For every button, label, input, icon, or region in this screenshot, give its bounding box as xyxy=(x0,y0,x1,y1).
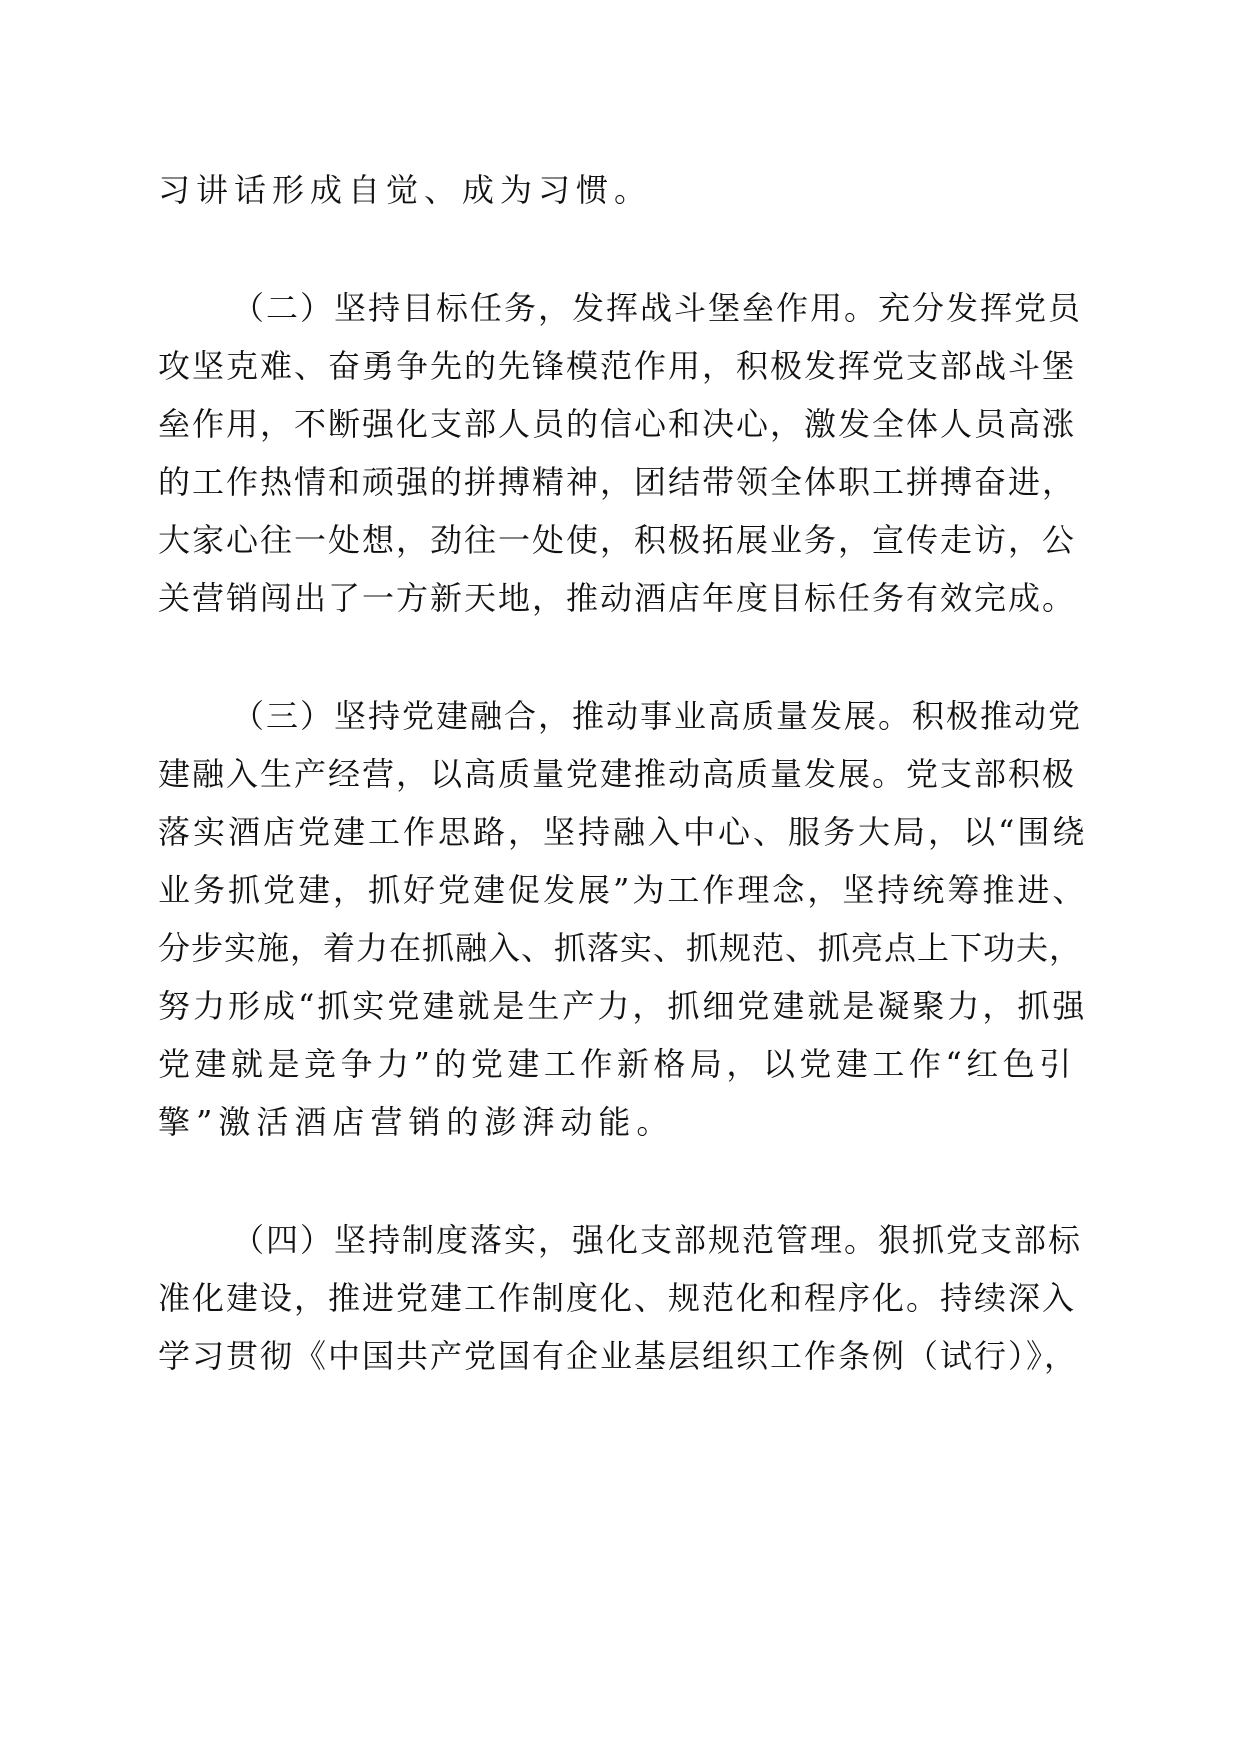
paragraph-4-line-3: 学习贯彻《中国共产党国有企业基层组织工作条例（试行）》， xyxy=(158,1337,1079,1375)
paragraph-3-line-4: 业务抓党建，抓好党建促发展”为工作理念，坚持统筹推进、 xyxy=(158,871,1088,909)
paragraph-2-line-2: 攻坚克难、奋勇争先的先锋模范作用，积极发挥党支部战斗堡 xyxy=(158,347,1077,385)
paragraph-3-line-5: 分步实施，着力在抓融入、抓落实、抓规范、抓亮点上下功夫， xyxy=(158,929,1083,967)
paragraph-3-line-3: 落实酒店党建工作思路，坚持融入中心、服务大局，以“围绕 xyxy=(158,813,1088,851)
paragraph-3-line-6: 努力形成“抓实党建就是生产力，抓细党建就是凝聚力，抓强 xyxy=(158,987,1088,1025)
paragraph-3-line-2: 建融入生产经营，以高质量党建推动高质量发展。党支部积极 xyxy=(158,755,1077,793)
paragraph-2-line-4: 的工作热情和顽强的拼搏精神，团结带领全体职工拼搏奋进， xyxy=(158,463,1077,501)
paragraph-3-line-7: 党建就是竞争力”的党建工作新格局，以党建工作“红色引 xyxy=(158,1045,1076,1083)
paragraph-2-line-3: 垒作用，不断强化支部人员的信心和决心，激发全体人员高涨 xyxy=(158,405,1077,443)
paragraph-4-line-2: 准化建设，推进党建工作制度化、规范化和程序化。持续深入 xyxy=(158,1279,1077,1317)
paragraph-3-line-8: 擎”激活酒店营销的澎湃动能。 xyxy=(158,1103,675,1141)
paragraph-2-line-5: 大家心往一处想，劲往一处使，积极拓展业务，宣传走访，公 xyxy=(158,521,1077,559)
paragraph-2-line-6: 关营销闯出了一方新天地，推动酒店年度目标任务有效完成。 xyxy=(158,579,1077,617)
paragraph-4-line-1: （四）坚持制度落实，强化支部规范管理。狠抓党支部标 xyxy=(232,1221,1083,1259)
paragraph-2-line-1: （二）坚持目标任务，发挥战斗堡垒作用。充分发挥党员 xyxy=(232,289,1083,327)
paragraph-3-line-1: （三）坚持党建融合，推动事业高质量发展。积极推动党 xyxy=(232,697,1083,735)
paragraph-1-line-1: 习讲话形成自觉、成为习惯。 xyxy=(158,171,653,209)
